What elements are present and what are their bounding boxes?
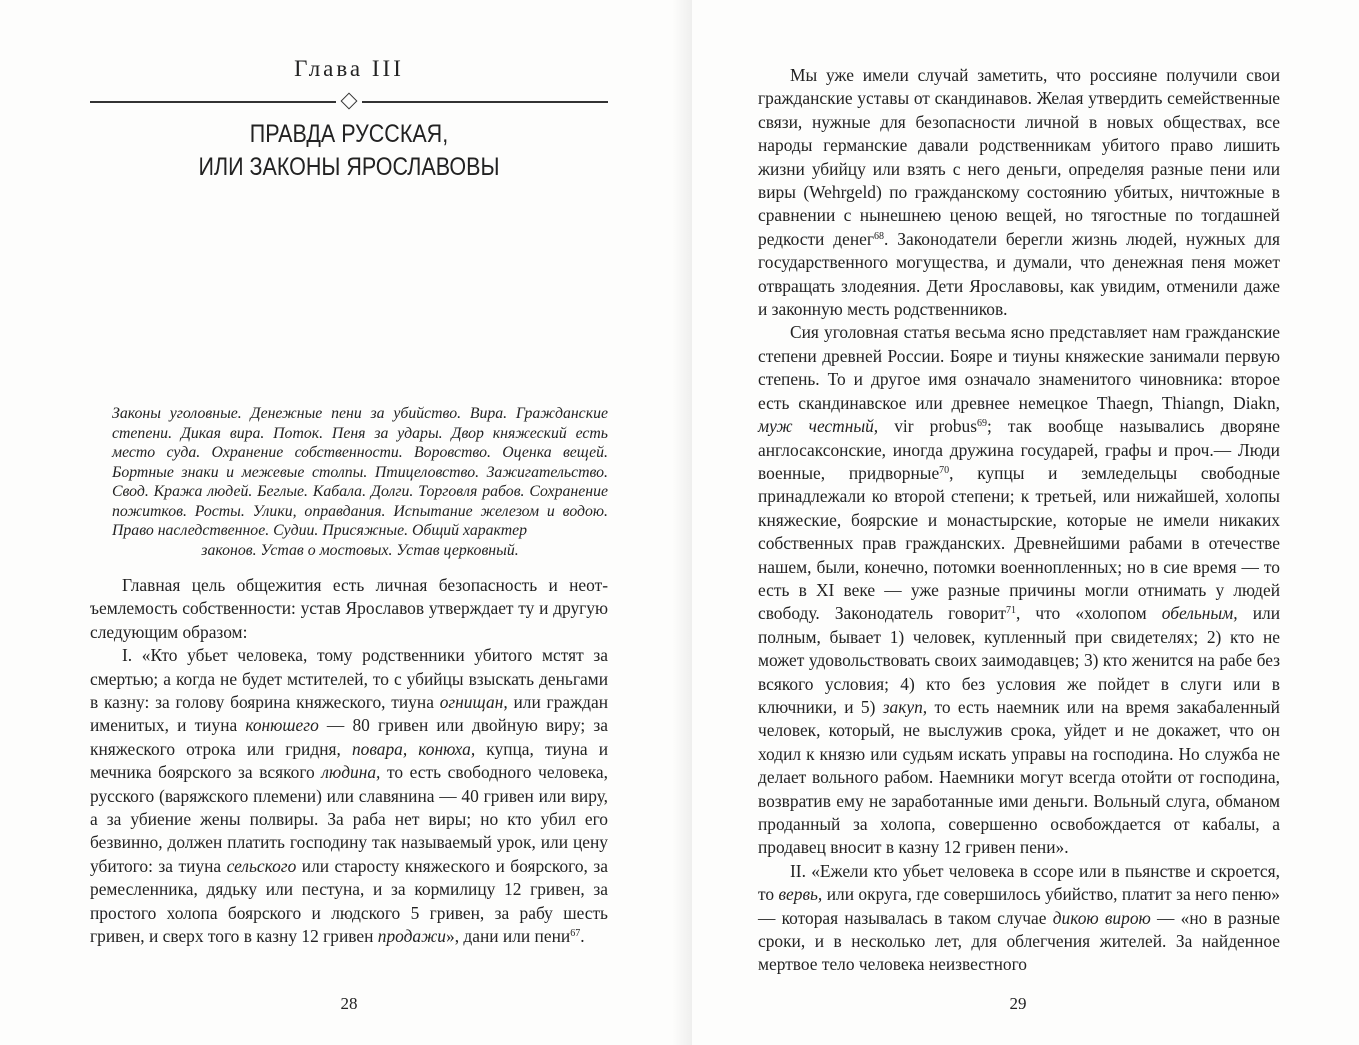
text-run: I. «Кто убьет человека, тому родственники убитого мстят за смертью; а когда не будет мстителей, то с убийцы взыскать деньгами в казну: за голову боярина княжеского, тиуна (90, 645, 608, 713)
text-run: ; так вообще назывались дворяне англосаксонские, иногда дружина государей, графы и проч.— Люди военные, придворные (758, 416, 1280, 483)
italic-term: людина, (321, 762, 381, 783)
italic-term: закуп, (882, 696, 928, 717)
text-run: Мы уже имели случай заметить, что россияне получили свои гражданские уставы от скандинавов. Желая утвердить семейственные связи, нужные для безопасности личной в новых обществах, все народы германские давали родственникам убитого право лишить жизни убийцу или взять с него деньги, определяя разные пени или виры (Wehrgeld) по гражданскому состоянию убитых, ничтожные в сравнении с нынешнею ценою вещей, но тягостные по тогдашней редкости денег (758, 65, 1280, 249)
text-run: vir probus (878, 416, 977, 437)
text-run: , что «холопом (1015, 603, 1162, 624)
text-run: или старосту княжеского и боярского, за ремесленника, дядьку или пестуна, и за кормилицу 12 гривен, за простого холопа боярского и людского 5 гривен, за рабу шесть гривен, и сверх того в казну 12 гривен (90, 855, 608, 947)
text-run: », дани или пени (446, 926, 571, 947)
italic-term: сельского (226, 855, 297, 876)
footnote-ref[interactable]: 67 (570, 928, 581, 940)
diamond-ornament-icon (341, 93, 358, 110)
text-run: II. «Ежели кто убьет человека в ссоре или в пьянстве и скроется, то (758, 860, 1280, 905)
italic-term: продажи (377, 926, 446, 947)
page-number-right: 29 (1009, 994, 1027, 1013)
text-run: купца, тиуна и мечника боярского за всякого (90, 738, 608, 783)
text-run: . Законодатели берегли жизнь людей, нужных для государственного могущества, и думали, что денежная пеня может отвращать злодеяния. Дети Ярославовы, как увидим, отменили даже и законную месть родственников. (758, 228, 1280, 320)
text-run: . (580, 926, 585, 947)
summary-text-last-line: законов. Устав о мостовых. Устав церковный. (201, 541, 519, 559)
chapter-title-line-2: ИЛИ ЗАКОНЫ ЯРОСЛАВОВЫ (198, 153, 500, 181)
italic-term: муж честный, (758, 416, 879, 437)
italic-term: обельным, (1161, 603, 1238, 624)
chapter-title (126, 118, 571, 184)
text-run: — «но в разные сроки, и в несколько лет, для облегчения жителей. За найденное мертвое тело человека неизвестного (758, 907, 1281, 975)
italic-term: дикою вирою (1052, 907, 1151, 928)
paragraph-2 (758, 321, 1280, 859)
text-run: или полным, бывает 1) человек, купленный при свидетелях; 2) кто не может удовольствовать своих заимодавцев; 3) кто женится на рабе без всякого условия; 4) кто без условия же пойдет в слуги или в ключники, и 5) (758, 603, 1281, 717)
paragraph-2 (90, 644, 608, 948)
summary-text: Законы уголовные. Денежные пени за убийство. Вира. Гражданские степени. Дикая вира. Поток. Пеня за удары. Двор княжеский есть место суда. Охранение собственности. Воровство. Оценка вещей. Бортные знаки и межевые столпы. Птицеловство. Зажигательство. Свод. Кража людей. Беглые. Кабала. Долги. Торговля рабов. Сохранение пожитков. Росты. Улики, оправдания. Испытание железом и водою. Право наследственное. Судии. Присяжные. Общий характер (112, 405, 608, 539)
chapter-title-line-1: ПРАВДА РУССКАЯ, (249, 120, 449, 148)
chapter-label: Глава III (294, 56, 404, 81)
paragraph-3 (758, 860, 1280, 977)
paragraph-1: Главная цель общежития есть личная безопасность и неотъемлемость собственности: устав Ярославов утверждает ту и другую следующим образом: (90, 575, 608, 642)
footnote-ref[interactable]: 68 (874, 230, 885, 242)
italic-term: конюшего (245, 715, 319, 736)
text-run: — 80 гривен или двойную виру; за княжеского отрока или гридня, (90, 715, 608, 759)
chapter-summary (112, 404, 608, 560)
paragraph-1 (758, 64, 1280, 321)
divider-line-right (362, 101, 608, 103)
italic-term: вервь, (778, 884, 823, 905)
text-run: то есть свободного человека, русского (варяжского племени) или славянина — 40 гривен или виру, а за убиение жены полвиры. За раба нет виры; но кто убил его безвинно, должен платить господину так называемый урок, или цену убитого: за тиуна (90, 762, 608, 876)
italic-term: огнищан, (439, 692, 508, 713)
footnote-ref[interactable]: 70 (939, 464, 950, 476)
text-run: или округа, где совершилось убийство, платит за него пеню» — которая называлась в таком случае (758, 884, 1280, 928)
text-run: Сия уголовная статья весьма ясно представляет нам гражданские степени древней России. Бояре и тиуны княжеские занимали первую степень. То и другое имя означало знаменитого чиновника: второе есть скандинавское или древнее немецкое Thaegn, Thiangn, Diakn, (758, 322, 1280, 413)
text-run: или граждан именитых, и тиуна (90, 692, 608, 736)
footnote-ref[interactable]: 69 (976, 418, 987, 430)
text-run: то есть наемник или на время закабаленный человек, который, не выслужив срока, уйдет и не докажет, что он ходил к князю или судьям искать управы на господина. Но служба не делает вольного рабом. Наемники могут всегда отойти от господина, возвратив ему не заработанные ими деньги. Вольный слуга, обманом проданный за холопа, совершенно освобождается от кабалы, а продавец вносит в казну 12 гривен пени». (758, 696, 1280, 858)
right-body-text (758, 64, 1280, 977)
divider-line-left (90, 101, 336, 103)
footnote-ref[interactable]: 71 (1005, 605, 1016, 617)
left-body-text (90, 574, 608, 949)
text-run: , купцы и земледельцы свободные принадлежали ко второй степени; к третьей, или нижайшей, холопы княжеские, боярские и монастырские, которые не имели никаких собственных прав гражданских. Древнейшими рабами в отечестве нашем, были, конечно, потомки военнопленных; но в сие время — то есть в XI веке — уже разные причины могли отнимать у людей свободу. Законодатель говорит (758, 462, 1280, 624)
italic-term: повара, конюха, (351, 738, 476, 759)
page-number-left: 28 (340, 994, 358, 1013)
chapter-divider-ornament (90, 92, 608, 112)
right-page (692, 0, 1359, 1045)
